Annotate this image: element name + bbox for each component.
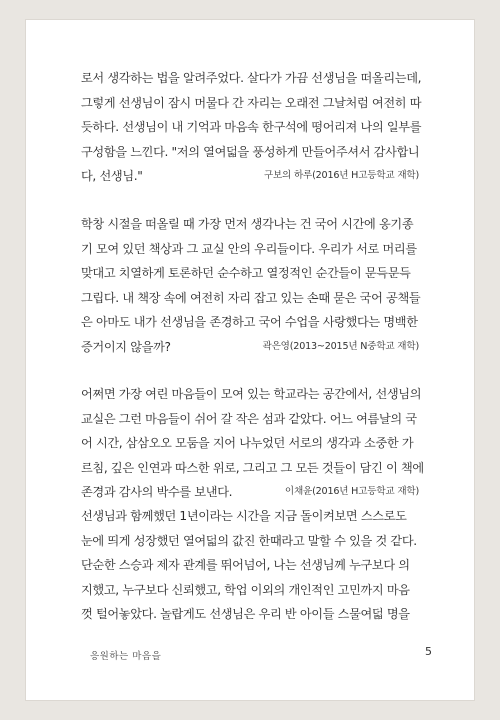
testimonial-paragraph-2 xyxy=(81,212,419,360)
footer-book-title: 응원하는 마음을 xyxy=(90,651,162,662)
paragraph-line-text: 존경과 감사의 박수를 보낸다. xyxy=(81,485,233,500)
book-page xyxy=(26,20,474,700)
paragraph-line-text: 다, 선생님." xyxy=(81,169,143,184)
paragraph-line: 은 아마도 내가 선생님을 존경하고 국어 수업을 사랑했다는 명백한 xyxy=(81,315,418,330)
paragraph-last-line xyxy=(81,480,419,505)
testimonial-paragraph-4 xyxy=(81,504,419,627)
testimonial-paragraph-3 xyxy=(81,382,424,505)
author-signature: 구보의 하루(2016년 H고등학교 재학) xyxy=(263,170,419,182)
paragraph-line: 어 시간, 삼삼오오 모둠을 지어 나누었던 서로의 생각과 소중한 가 xyxy=(81,436,414,451)
paragraph-line: 껏 털어놓았다. 놀랍게도 선생님은 우리 반 아이들 스물여덟 명을 xyxy=(81,607,410,622)
paragraph-last-line xyxy=(81,335,419,360)
paragraph-line: 지했고, 누구보다 신뢰했고, 학업 이외의 개인적인 고민까지 마음 xyxy=(81,582,410,597)
paragraph-line-text: 증거이지 않을까? xyxy=(81,339,171,354)
paragraph-line: 구성함을 느낀다. "저의 열여덟을 풍성하게 만들어주셔서 감사합니 xyxy=(81,144,420,159)
paragraph-line: 눈에 띄게 성장했던 열여덟의 값진 한때라고 말할 수 있을 것 같다. xyxy=(81,533,417,548)
paragraph-line: 그렇게 선생님이 잠시 머물다 간 자리는 오래전 그날처럼 여전히 따 xyxy=(81,95,422,110)
page-number: 5 xyxy=(425,645,432,658)
paragraph-line: 기 모여 있던 책상과 그 교실 안의 우리들이다. 우리가 서로 머리를 xyxy=(81,241,417,256)
paragraph-line: 어쩌면 가장 여린 마음들이 모여 있는 학교라는 공간에서, 선생님의 xyxy=(81,387,422,401)
paragraph-line: 듯하다. 선생님이 내 기억과 마음속 한구석에 떵어리져 나의 일부를 xyxy=(81,120,422,135)
paragraph-line: 교실은 그런 마음들이 쉬어 갈 작은 섬과 같았다. 어느 여름날의 국 xyxy=(81,411,417,426)
author-signature: 곽은영(2013~2015년 N중학교 재학) xyxy=(262,340,419,352)
paragraph-line: 로서 생각하는 법을 알려주었다. 살다가 가끔 선생님을 떠올리는데, xyxy=(81,71,422,85)
paragraph-line: 단순한 스승과 제자 관계를 뛰어넘어, 나는 선생님께 누구보다 의 xyxy=(81,558,410,573)
paragraph-last-line xyxy=(81,164,419,189)
paragraph-line: 맞대고 치열하게 토론하던 순수하고 열정적인 순간들이 문득문득 xyxy=(81,266,411,281)
paragraph-line: 학창 시절을 떠올릴 때 가장 먼저 생각나는 건 국어 시간에 옹기종 xyxy=(81,217,414,231)
testimonial-paragraph-1 xyxy=(81,66,422,189)
paragraph-line: 르침, 깊은 인연과 따스한 위로, 그리고 그 모든 것들이 담긴 이 책에 xyxy=(81,460,424,475)
author-signature: 이채윤(2016년 H고등학교 재학) xyxy=(284,486,419,498)
paragraph-line: 선생님과 함께했던 1년이라는 시간을 지금 돌이켜보면 스스로도 xyxy=(81,509,407,523)
paragraph-line: 그립다. 내 책장 속에 여전히 자리 잡고 있는 손때 묻은 국어 공책들 xyxy=(81,290,421,305)
